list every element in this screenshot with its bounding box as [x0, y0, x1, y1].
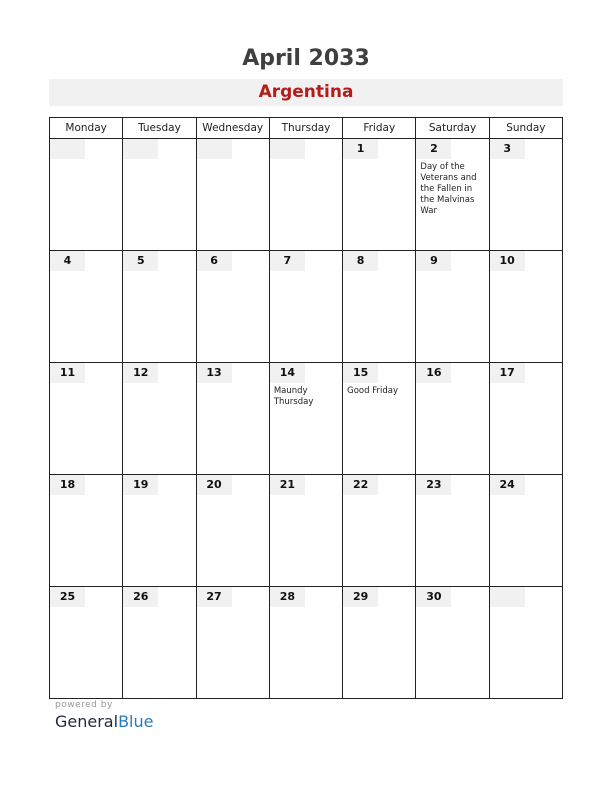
- day-number: 29: [343, 587, 378, 607]
- weekday-header: Tuesday: [123, 118, 196, 139]
- day-cell: [343, 587, 416, 699]
- day-cell: [343, 139, 416, 251]
- brand-logo[interactable]: [55, 712, 153, 732]
- page-title: April 2033: [242, 46, 370, 71]
- day-number: [50, 139, 85, 159]
- week-row: [50, 475, 563, 587]
- day-number: 6: [197, 251, 232, 271]
- day-number: 20: [197, 475, 232, 495]
- day-number: 11: [50, 363, 85, 383]
- day-cell: [416, 363, 489, 475]
- country-name: Argentina: [258, 82, 354, 102]
- weekday-header: Friday: [343, 118, 416, 139]
- week-row: [50, 363, 563, 475]
- country-banner: [49, 79, 563, 106]
- weekday-header: Wednesday: [196, 118, 269, 139]
- day-cell: [50, 363, 123, 475]
- day-number: 26: [123, 587, 158, 607]
- day-cell: [196, 139, 269, 251]
- day-cell: [489, 363, 562, 475]
- day-cell: [416, 587, 489, 699]
- day-number: 7: [270, 251, 305, 271]
- day-number: 17: [490, 363, 525, 383]
- day-number: 22: [343, 475, 378, 495]
- weekday-header: Saturday: [416, 118, 489, 139]
- day-number: 24: [490, 475, 525, 495]
- day-cell: [50, 475, 123, 587]
- brand-blue: Blue: [118, 712, 154, 731]
- day-cell: [269, 363, 342, 475]
- day-cell: [50, 139, 123, 251]
- day-cell: [416, 475, 489, 587]
- day-number: 15: [343, 363, 378, 383]
- holiday-label: Day of the Veterans and the Fallen in the Malvinas War: [420, 162, 477, 216]
- day-cell: [123, 139, 196, 251]
- day-cell: [196, 363, 269, 475]
- day-number: [123, 139, 158, 159]
- day-cell: [50, 251, 123, 363]
- day-cell: [196, 475, 269, 587]
- day-number: 1: [343, 139, 378, 159]
- day-cell: [123, 251, 196, 363]
- day-number: [197, 139, 232, 159]
- day-number: 18: [50, 475, 85, 495]
- calendar-grid: [49, 117, 563, 699]
- day-cell: [489, 139, 562, 251]
- day-number: 4: [50, 251, 85, 271]
- weekday-header: Thursday: [269, 118, 342, 139]
- weekday-header: Monday: [50, 118, 123, 139]
- day-cell: [196, 251, 269, 363]
- day-cell: [489, 251, 562, 363]
- day-number: 14: [270, 363, 305, 383]
- weekday-header-row: [50, 118, 563, 139]
- week-row: [50, 251, 563, 363]
- day-cell: [269, 587, 342, 699]
- day-cell: [416, 251, 489, 363]
- weekday-header: Sunday: [489, 118, 562, 139]
- day-number: 23: [416, 475, 451, 495]
- day-cell: [50, 587, 123, 699]
- day-cell: [343, 251, 416, 363]
- day-number: 5: [123, 251, 158, 271]
- footer: [55, 700, 153, 732]
- day-number: 16: [416, 363, 451, 383]
- day-number: 9: [416, 251, 451, 271]
- day-cell: [269, 251, 342, 363]
- day-number: 12: [123, 363, 158, 383]
- day-cell: [269, 475, 342, 587]
- day-number: 28: [270, 587, 305, 607]
- week-row: [50, 587, 563, 699]
- day-number: 21: [270, 475, 305, 495]
- day-cell: [343, 363, 416, 475]
- day-cell: [269, 139, 342, 251]
- day-cell: [123, 363, 196, 475]
- day-cell: [123, 587, 196, 699]
- day-number: 10: [490, 251, 525, 271]
- day-number: 27: [197, 587, 232, 607]
- day-cell: [123, 475, 196, 587]
- day-number: 2: [416, 139, 451, 159]
- day-number: [490, 587, 525, 607]
- week-row: [50, 139, 563, 251]
- day-number: [270, 139, 305, 159]
- day-number: 25: [50, 587, 85, 607]
- holiday-label: Good Friday: [347, 386, 398, 396]
- day-cell: [489, 475, 562, 587]
- day-cell: [489, 587, 562, 699]
- day-cell: [343, 475, 416, 587]
- day-cell: [416, 139, 489, 251]
- powered-by-text: powered by: [55, 700, 113, 710]
- holiday-label: Maundy Thursday: [273, 386, 314, 407]
- brand-general: General: [55, 712, 119, 731]
- day-cell: [196, 587, 269, 699]
- day-number: 30: [416, 587, 451, 607]
- day-number: 3: [490, 139, 525, 159]
- day-number: 19: [123, 475, 158, 495]
- day-number: 8: [343, 251, 378, 271]
- day-number: 13: [197, 363, 232, 383]
